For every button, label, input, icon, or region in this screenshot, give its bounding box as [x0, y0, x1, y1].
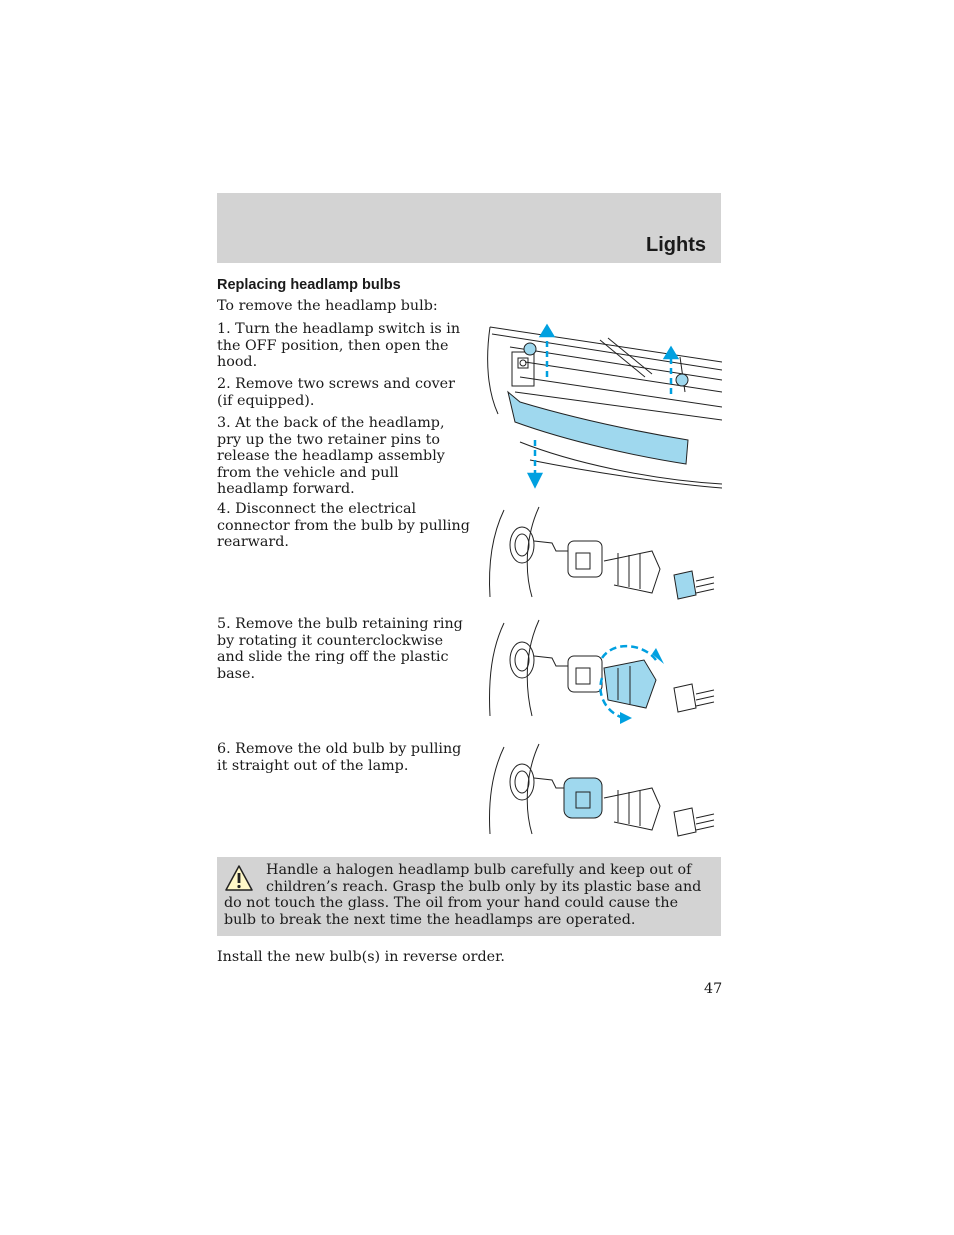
warning-triangle-icon [224, 864, 254, 892]
step-2-text: 2. Remove two screws and cover (if equipped). [217, 376, 455, 409]
header-band [217, 193, 721, 263]
page-number: 47 [704, 981, 723, 997]
step-3-text: 3. At the back of the headlamp, pry up the two retainer pins to release the headlamp assembly from the vehicle and pull headlamp forward. [217, 415, 445, 497]
warning-box [217, 857, 721, 936]
outro-text: Install the new bulb(s) in reverse order. [217, 949, 505, 965]
step-1-text: 1. Turn the headlamp switch is in the OFF position, then open the hood. [217, 321, 461, 370]
disconnect-connector-illustration [484, 505, 724, 605]
headlamp-removal-illustration [480, 322, 722, 490]
section-heading: Replacing headlamp bulbs [217, 277, 401, 293]
step-4-text: 4. Disconnect the electrical connector from the bulb by pulling rearward. [217, 501, 470, 550]
step-5-text: 5. Remove the bulb retaining ring by rotating it counterclockwise and slide the ring off the plastic base. [217, 616, 463, 682]
retaining-ring-illustration [484, 618, 724, 728]
intro-text: To remove the headlamp bulb: [217, 298, 438, 314]
remove-bulb-illustration [484, 742, 724, 842]
warning-text: Handle a halogen headlamp bulb carefully and keep out of children’s reach. Grasp the bulb only by its plastic base and do not touch the glass. The oil from your hand could cause the bulb to break the next time the headlamps are operated. [224, 862, 702, 928]
step-6-text: 6. Remove the old bulb by pulling it straight out of the lamp. [217, 741, 462, 774]
page-title: Lights [646, 234, 706, 256]
